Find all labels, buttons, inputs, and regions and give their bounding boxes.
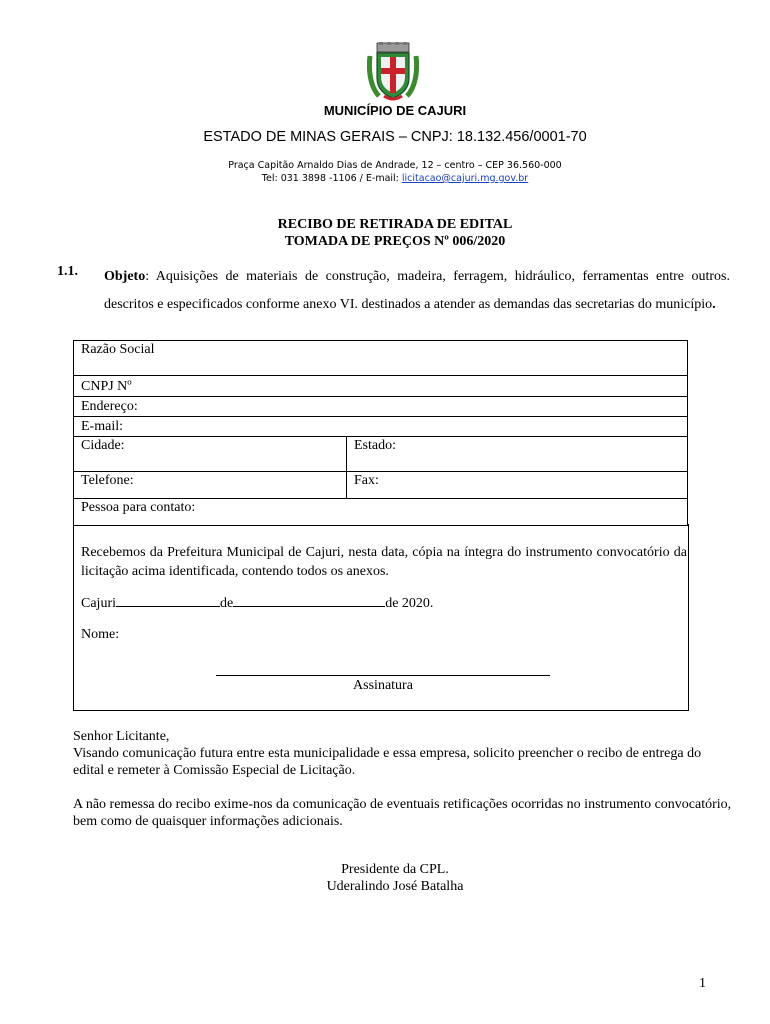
company-info-form [73,340,688,526]
signoff-block [0,861,770,895]
nome-field[interactable]: Nome: [81,627,120,642]
date-city: Cajuri [81,596,116,611]
state-cnpj-line: ESTADO DE MINAS GERAIS – CNPJ: 18.132.456/0001-70 [203,129,587,145]
day-blank[interactable] [116,594,220,607]
cnpj-field[interactable]: CNPJ Nº [74,376,688,397]
objeto-label: Objeto [104,269,146,284]
date-de: de [220,596,234,611]
note-request: Visando comunicação futura entre esta municipalidade e essa empresa, solicito preencher o recibo de entrega do edital e remeter à Comissão Especial de Licitação. [73,746,702,778]
date-line [81,594,433,612]
signoff-name: Uderalindo José Batalha [326,879,464,894]
header-address-block [0,159,770,185]
objeto-text: : Aquisições de materiais de construção, madeira, ferragem, hidráulico, ferramentas entre outros. descritos e especificados conforme anexo VI. destinados a atender as demandas das secretarias do município [104,269,730,312]
signoff-role: Presidente da CPL. [341,862,449,877]
email-link[interactable]: licitacao@cajuri.mg.gov.br [401,173,529,184]
fax-field[interactable]: Fax: [347,472,688,499]
section-number: 1.1. [57,264,78,279]
date-year: de 2020. [385,596,434,611]
email-field[interactable]: E-mail: [74,417,688,437]
note-warning: A não remessa do recibo exime-nos da comunicação de eventuais retificações ocorridas no instrumento convocatório, bem como de quaisquer informações adicionais. [73,797,732,829]
municipal-coat-of-arms-icon [367,42,419,102]
phone-text: Tel: 031 3898 -1106 / E-mail: [261,173,402,184]
municipality-name: MUNICÍPIO DE CAJURI [323,103,467,118]
month-blank[interactable] [233,594,385,607]
razao-social-field[interactable]: Razão Social [74,341,688,376]
cidade-field[interactable]: Cidade: [74,437,347,472]
signature-label: Assinatura [353,678,413,693]
title-line-2: TOMADA DE PREÇOS Nº 006/2020 [284,234,506,249]
estado-field[interactable]: Estado: [347,437,688,472]
document-title [0,216,770,250]
endereco-field[interactable]: Endereço: [74,397,688,417]
contato-field[interactable]: Pessoa para contato: [74,499,688,526]
page-number: 1 [699,976,706,991]
note-greeting: Senhor Licitante, [73,729,170,744]
contact-line [0,172,770,185]
receipt-statement: Recebemos da Prefeitura Municipal de Cajuri, nesta data, cópia na íntegra do instrumento convocatório da licitação acima identificada, contendo todos os anexos. [81,545,687,579]
telefone-field[interactable]: Telefone: [74,472,347,499]
signature-line[interactable] [216,675,550,676]
title-line-1: RECIBO DE RETIRADA DE EDITAL [277,217,513,232]
licitante-note [73,728,713,779]
objeto-end: . [712,297,716,312]
address-line: Praça Capitão Arnaldo Dias de Andrade, 12 – centro – CEP 36.560-000 [228,160,562,171]
objeto-paragraph [104,263,730,319]
